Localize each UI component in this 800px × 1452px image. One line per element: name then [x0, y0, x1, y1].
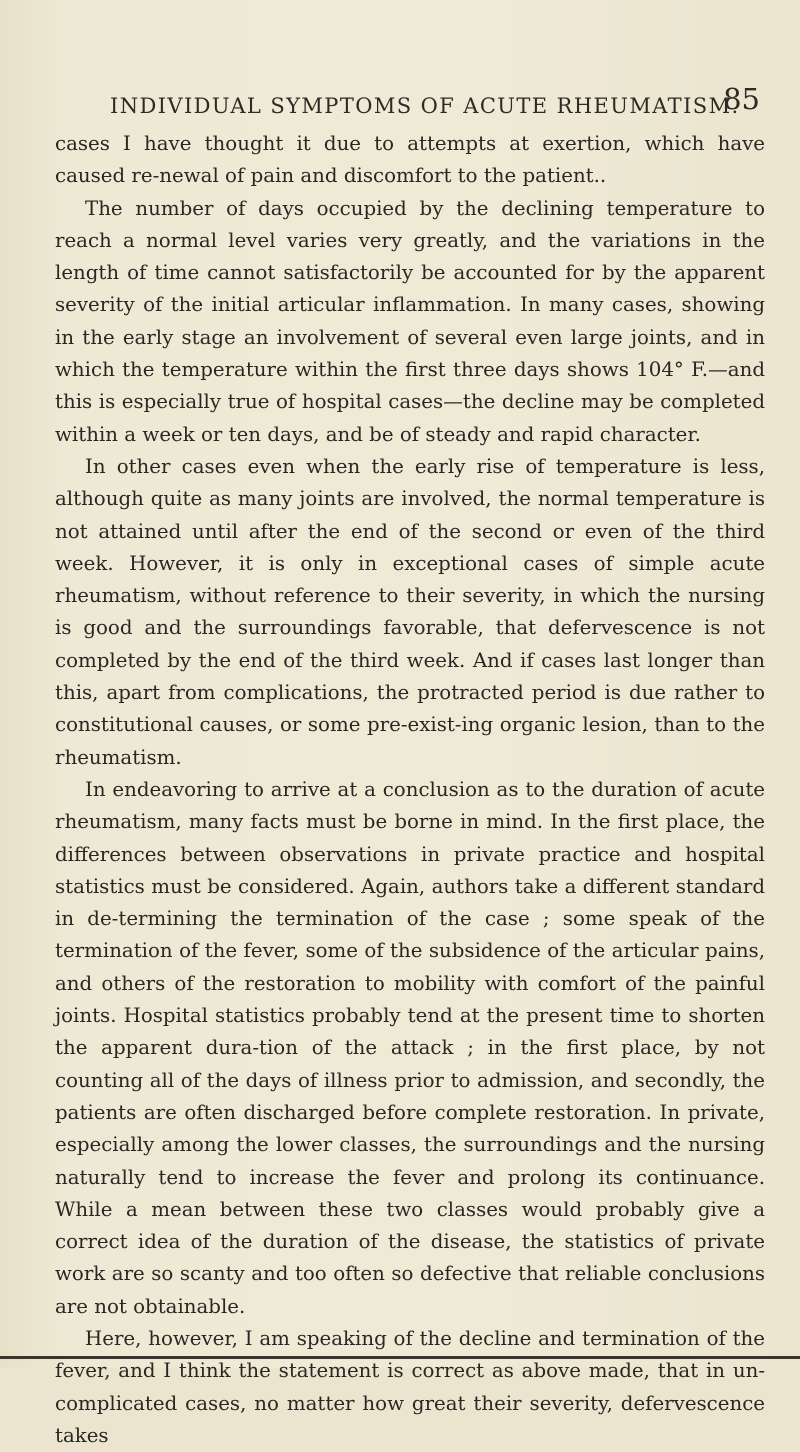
running-head: INDIVIDUAL SYMPTOMS OF ACUTE RHEUMATISM. — [110, 94, 740, 118]
body-text — [55, 128, 765, 1452]
paragraph: The number of days occupied by the declining temperature to reach a normal level varies very greatly, and the variations in the length of time cannot satisfactorily be accounted for by the apparent severity of the initial articular inflammation. In many cases, showing in the early stage an involvement of several even large joints, and in which the temperature within the first three days shows 104° F.—and this is especially true of hospital cases—the decline may be completed within a week or ten days, and be of steady and rapid character. — [55, 196, 765, 446]
paragraph: cases I have thought it due to attempts at exertion, which have caused re-newal of pain and discomfort to the patient.. — [55, 132, 765, 188]
page-header — [110, 80, 760, 124]
page-number: 85 — [723, 82, 760, 116]
paragraph: Here, however, I am speaking of the decline and termination of the fever, and I think the statement is correct as above made, that in un-complicated cases, no matter how great their severity, defervescence takes — [55, 1326, 765, 1447]
paragraph: In endeavoring to arrive at a conclusion as to the duration of acute rheumatism, many facts must be borne in mind. In the first place, the differences between observations in private practice and hospital statistics must be considered. Again, authors take a different standard in de-termining the termination of the case ; some speak of the termination of the fever, some of the subsidence of the articular pains, and others of the restoration to mobility with comfort of the painful joints. Hospital statistics probably tend at the present time to shorten the apparent dura-tion of the attack ; in the first place, by not counting all of the days of illness prior to admission, and secondly, the patients are often discharged before complete restoration. In private, especially among the lower classes, the surroundings and the nursing naturally tend to increase the fever and prolong its continuance. While a mean between these two classes would probably give a correct idea of the duration of the disease, the statistics of private work are so scanty and too often so defective that reliable conclusions are not obtainable. — [55, 777, 765, 1318]
page-bottom-edge — [0, 1356, 800, 1359]
paragraph: In other cases even when the early rise of temperature is less, although quite as many joints are involved, the normal temperature is not attained until after the end of the second or even of the third week. However, it is only in exceptional cases of simple acute rheumatism, without reference to their severity, in which the nursing is good and the surroundings favorable, that defervescence is not completed by the end of the third week. And if cases last longer than this, apart from complications, the protracted period is due rather to constitutional causes, or some pre-exist-ing organic lesion, than to the rheumatism. — [55, 454, 765, 769]
